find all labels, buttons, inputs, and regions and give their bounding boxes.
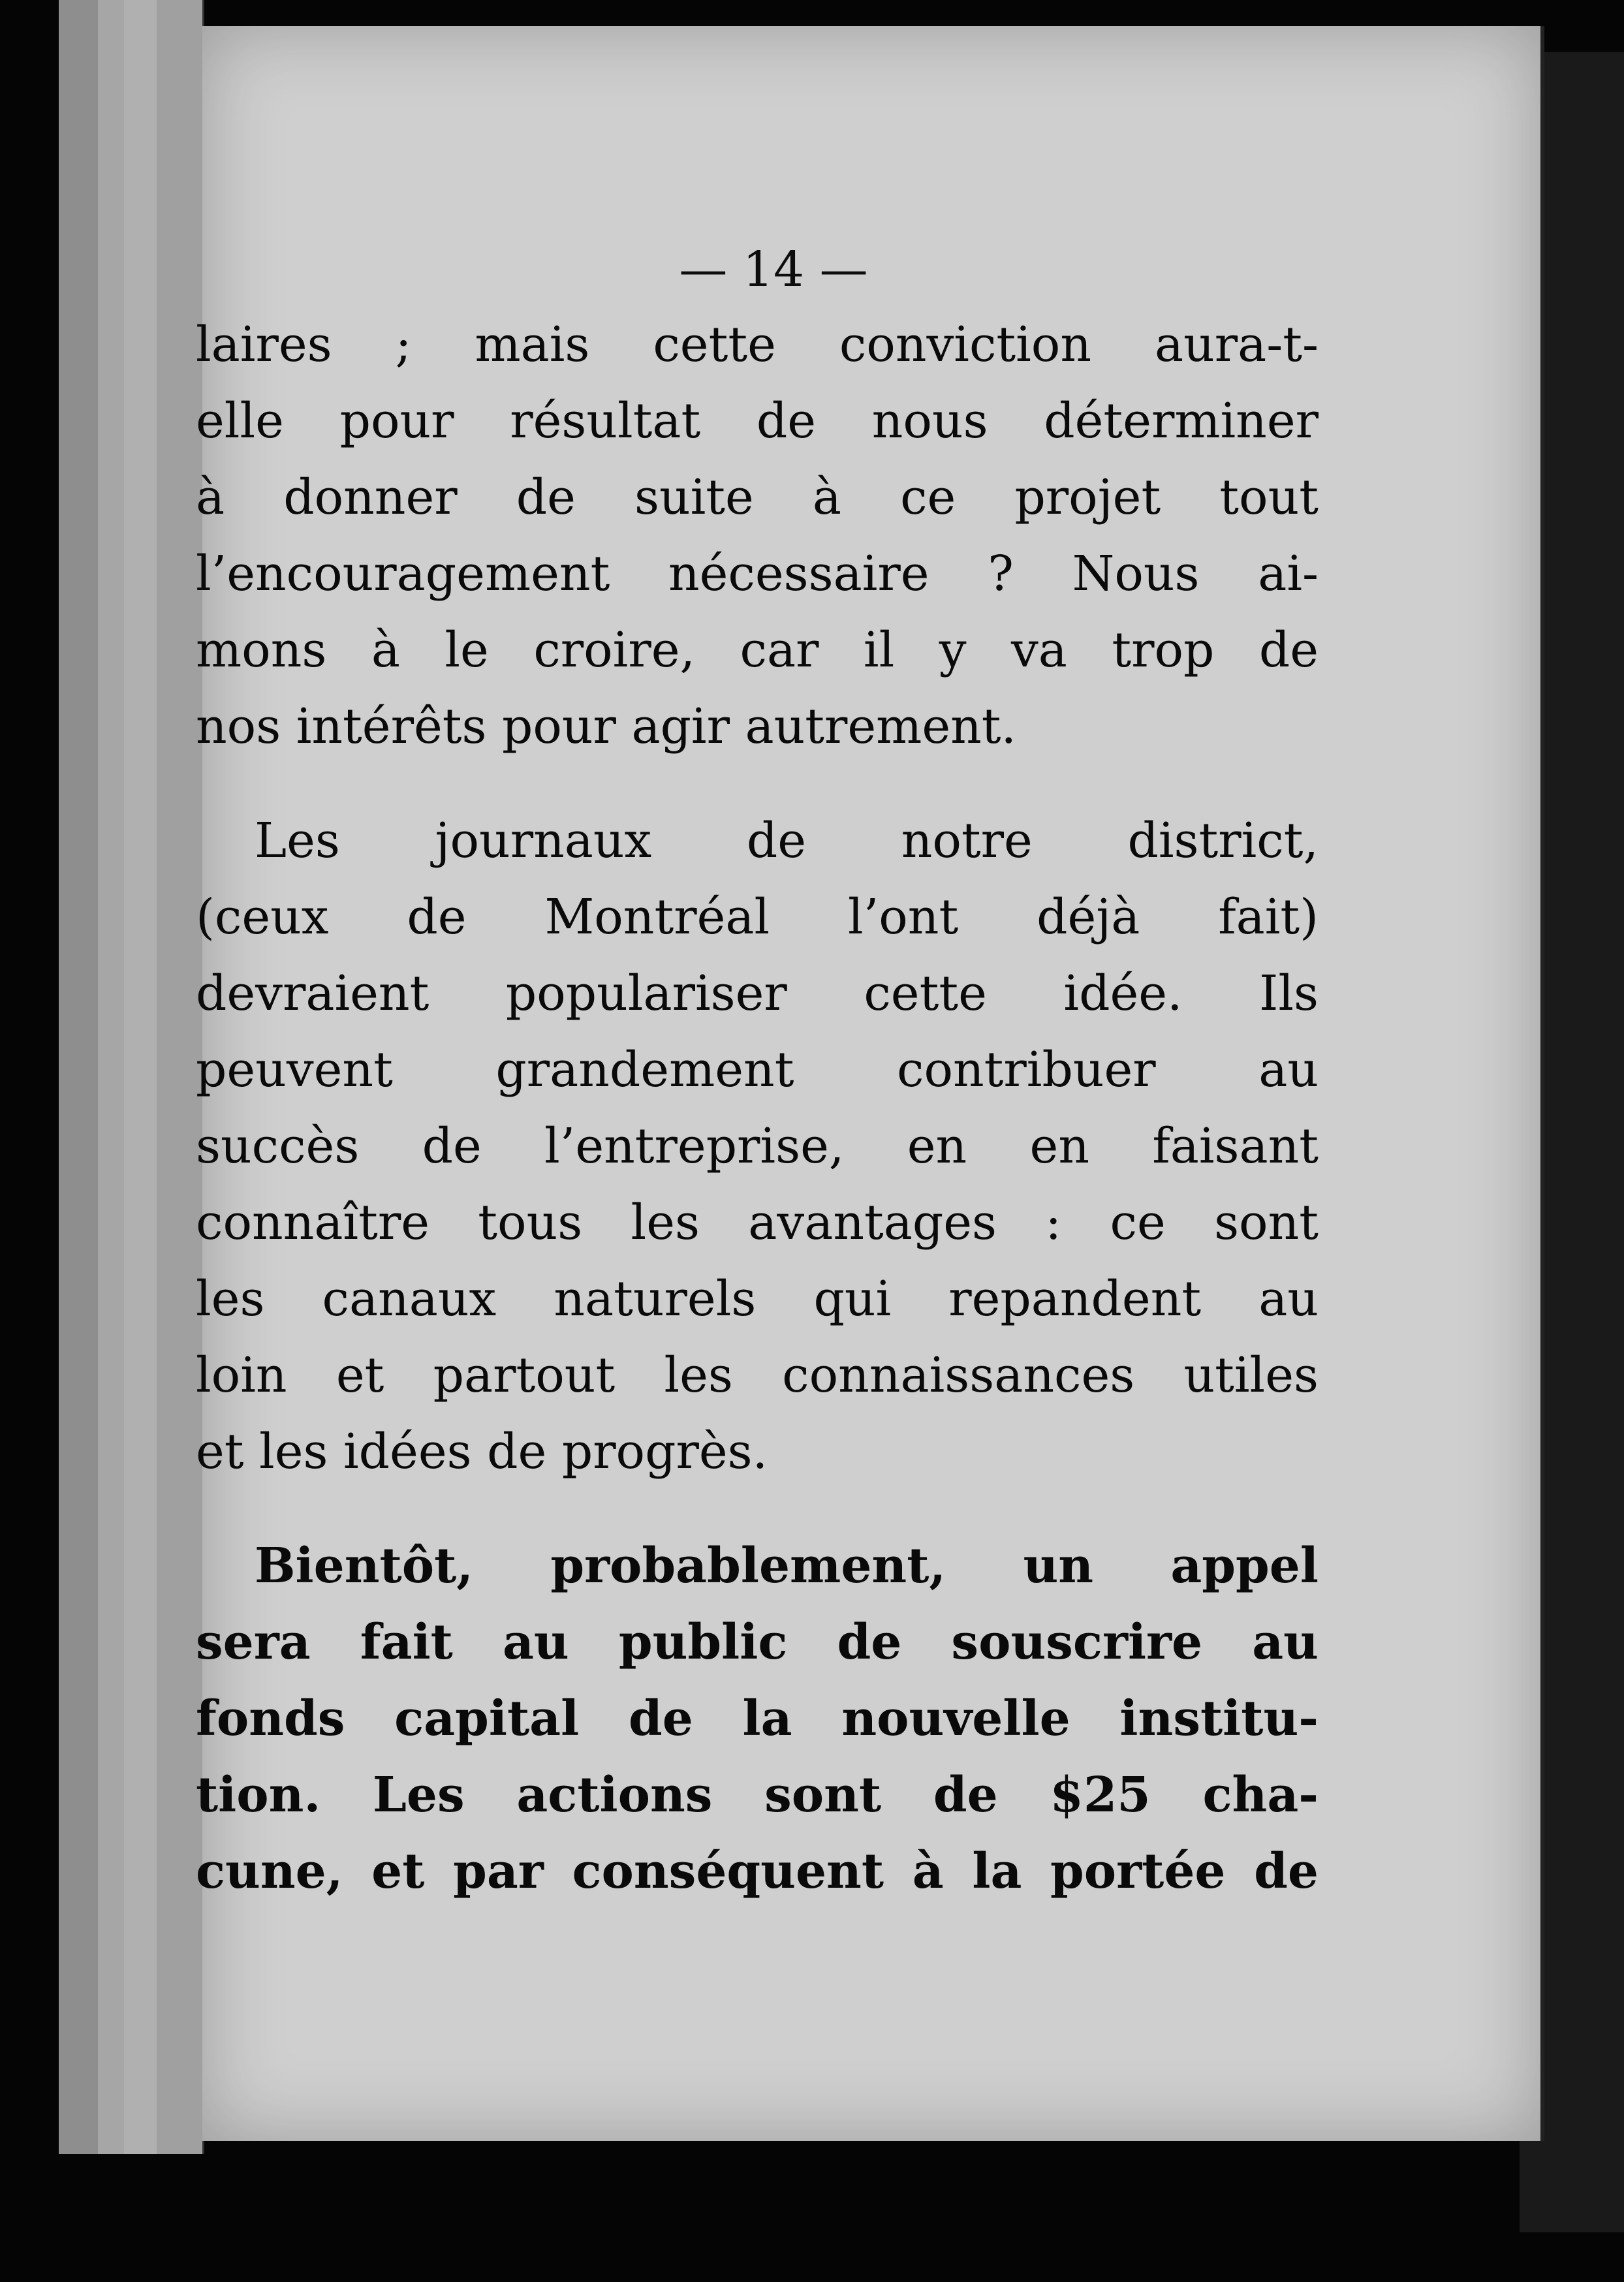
text-line: Les journaux de notre district, [255, 813, 1319, 869]
text-line: tion. Les actions sont de $25 cha- [196, 1767, 1319, 1823]
text-line: à donner de suite à ce projet tout [196, 469, 1319, 525]
text-line: nos intérêts pour agir autrement. [196, 698, 1017, 755]
paragraph-3 [196, 1528, 1319, 1910]
text-line: les canaux naturels qui repandent au [196, 1271, 1319, 1327]
body-text [196, 307, 1319, 1910]
text-line: fonds capital de la nouvelle institu- [196, 1691, 1319, 1747]
text-line: succès de l’entreprise, en en faisant [196, 1118, 1319, 1174]
text-line: peuvent grandement contribuer au [196, 1042, 1319, 1098]
paragraph-1 [196, 307, 1319, 765]
page-edge [59, 0, 100, 2154]
text-line: connaître tous les avantages : ce sont [196, 1195, 1319, 1251]
text-line: sera fait au public de souscrire au [196, 1614, 1319, 1670]
text-line: et les idées de progrès. [196, 1424, 768, 1480]
text-line: laires ; mais cette conviction aura-t- [196, 317, 1319, 373]
page-edge [124, 0, 159, 2154]
text-line: (ceux de Montréal l’ont déjà fait) [196, 889, 1319, 945]
text-line: mons à le croire, car il y va trop de [196, 622, 1319, 678]
paragraph-2 [196, 803, 1319, 1490]
page-edge [98, 0, 126, 2154]
text-line: l’encouragement nécessaire ? Nous ai- [196, 546, 1319, 602]
text-line: Bientôt, probablement, un appel [255, 1538, 1319, 1594]
text-line: loin et partout les connaissances utiles [196, 1347, 1319, 1403]
text-line: cune, et par conséquent à la portée de [196, 1843, 1319, 1899]
text-line: devraient populariser cette idée. Ils [196, 965, 1319, 1022]
page-number: — 14 — [679, 242, 868, 298]
text-line: elle pour résultat de nous déterminer [196, 393, 1319, 449]
